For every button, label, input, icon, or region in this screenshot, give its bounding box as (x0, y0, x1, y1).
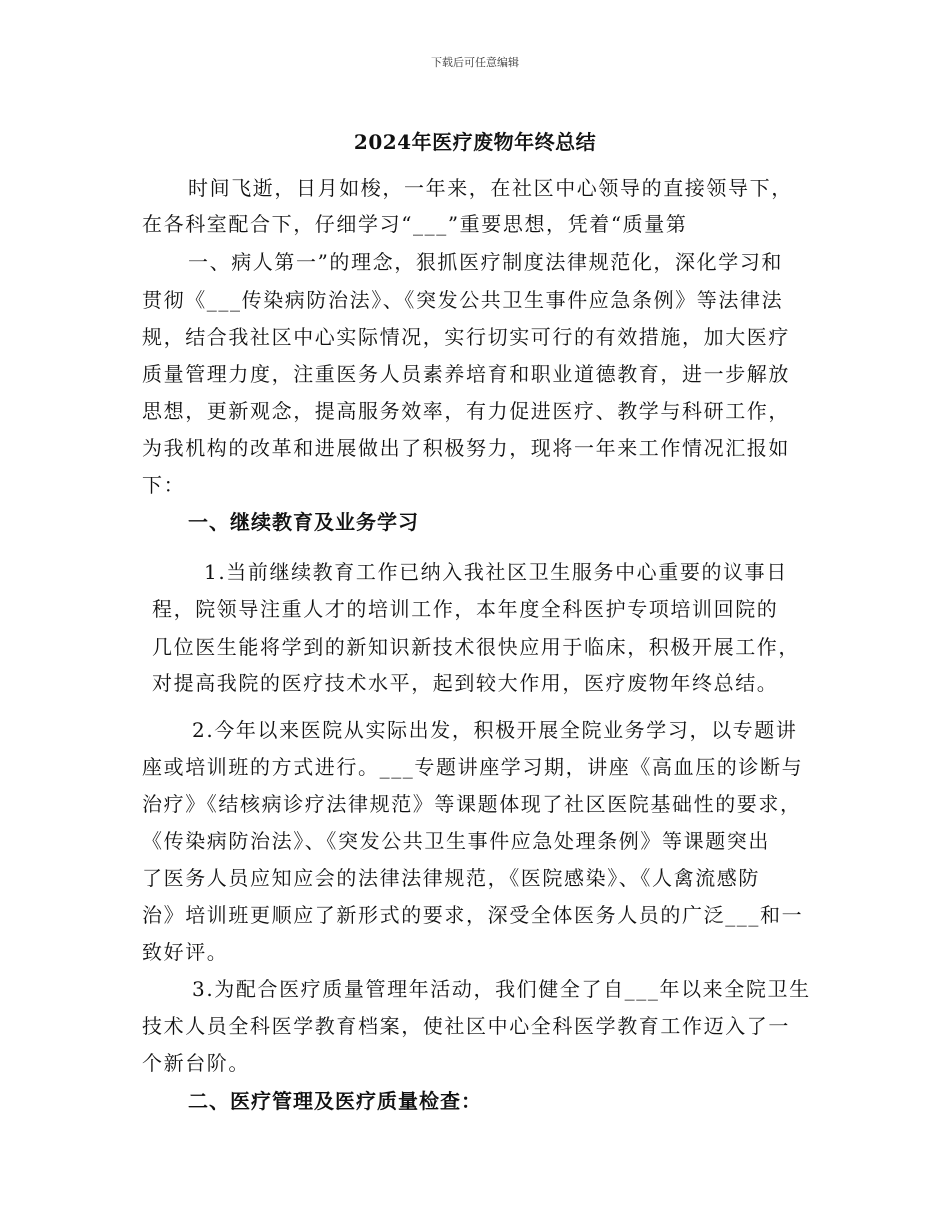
paragraph-line: 《传染病防治法》、《突发公共卫生事件应急处理条例》等课题突出 (142, 829, 770, 853)
paragraph-line: 1.当前继续教育工作已纳入我社区卫生服务中心重要的议事日 (204, 560, 788, 584)
paragraph-line: 个新台阶。 (142, 1051, 250, 1075)
paragraph-line: 对提高我院的医疗技术水平，起到较大作用，医疗废物年终总结。 (152, 671, 779, 695)
paragraph-line: 几位医生能将学到的新知识新技术很快应用于临床，积极开展工作， (152, 635, 800, 659)
document-title: 2024年医疗废物年终总结 (353, 130, 597, 154)
paragraph-line: 座或培训班的方式进行。___专题讲座学习期，讲座《高血压的诊断与 (142, 755, 804, 779)
intro-line: 规，结合我社区中心实际情况，实行切实可行的有效措施，加大医疗 (142, 325, 790, 349)
paragraph-line: 程，院领导注重人才的培训工作，本年度全科医护专项培训回院的 (152, 597, 779, 621)
intro-line: 在各科室配合下，仔细学习“___”重要思想，凭着“质量第 (142, 212, 688, 236)
intro-line: 为我机构的改革和进展做出了积极努力，现将一年来工作情况汇报如 (142, 436, 790, 460)
header-note: 下载后可任意编辑 (431, 56, 519, 69)
intro-line: 一、病人第一”的理念，狠抓医疗制度法律规范化，深化学习和 (188, 250, 784, 274)
paragraph-line: 治》培训班更顺应了新形式的要求，深受全体医务人员的广泛___和一 (142, 903, 804, 927)
intro-line: 时间飞逝，日月如梭，一年来，在社区中心领导的直接领导下， (188, 176, 793, 200)
section-heading: 二、医疗管理及医疗质量检查： (188, 1089, 482, 1113)
section-heading: 一、继续教育及业务学习 (188, 510, 419, 534)
paragraph-line: 技术人员全科医学教育档案，使社区中心全科医学教育工作迈入了一 (142, 1014, 790, 1038)
paragraph-line: 2.今年以来医院从实际出发，积极开展全院业务学习，以专题讲 (192, 718, 798, 742)
paragraph-line: 了医务人员应知应会的法律法律规范，《医院感染》、《人禽流感防 (142, 866, 760, 890)
intro-line: 质量管理力度，注重医务人员素养培育和职业道德教育，进一步解放 (142, 362, 790, 386)
intro-line: 贯彻《___传染病防治法》、《突发公共卫生事件应急条例》等法律法 (142, 288, 784, 312)
intro-line: 思想，更新观念，提高服务效率，有力促进医疗、教学与科研工作， (142, 399, 790, 423)
paragraph-line: 致好评。 (142, 940, 229, 964)
paragraph-line: 3.为配合医疗质量管理年活动，我们健全了自___年以来全院卫生 (192, 977, 811, 1001)
paragraph-line: 治疗》《结核病诊疗法律规范》等课题体现了社区医院基础性的要求， (142, 792, 802, 816)
intro-line: 下： (142, 473, 186, 497)
